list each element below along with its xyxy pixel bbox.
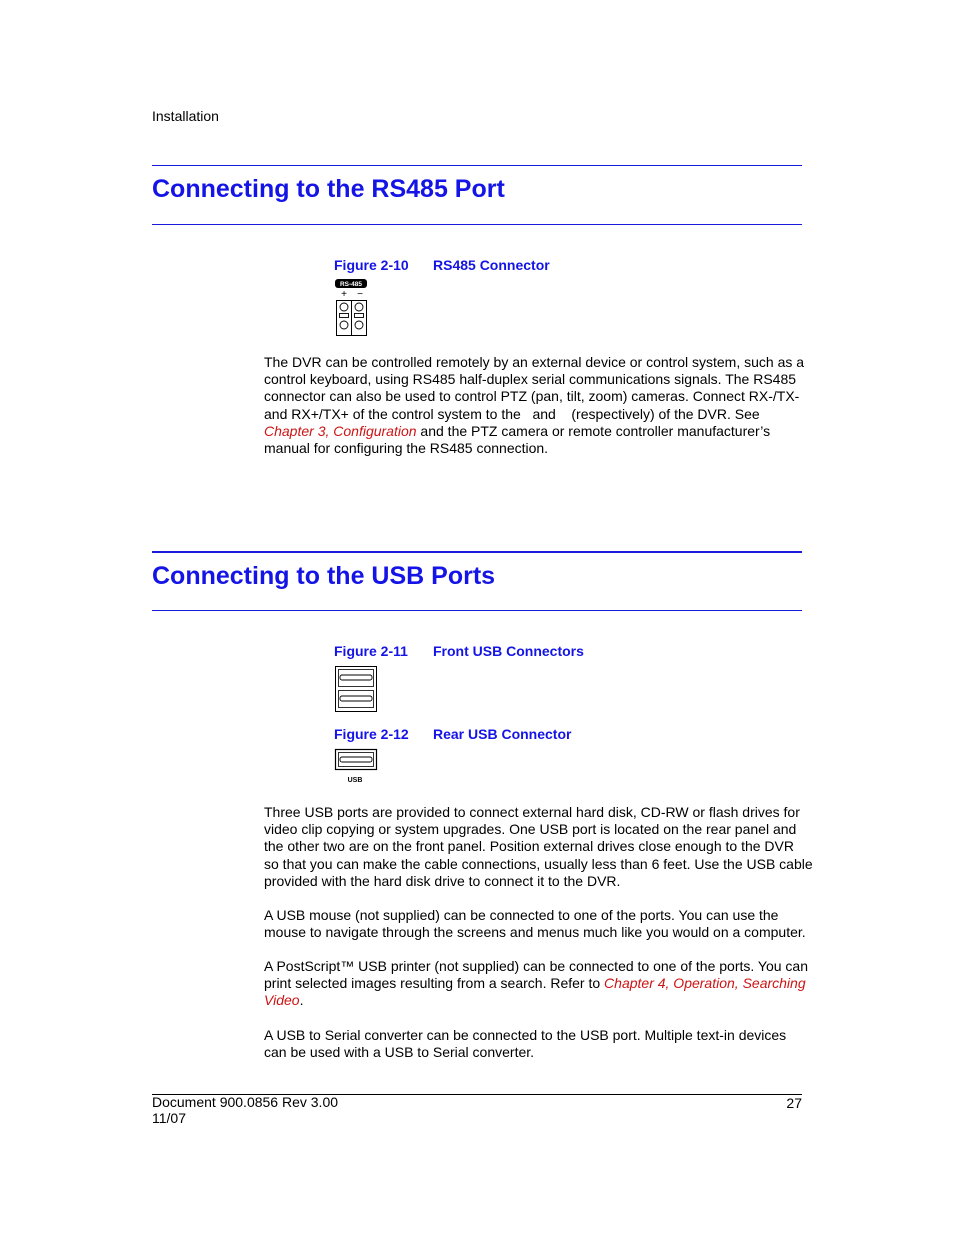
rs485-plus-label: + bbox=[341, 289, 347, 300]
figure-number: Figure 2-10 bbox=[334, 257, 409, 273]
section-title-usb: Connecting to the USB Ports bbox=[152, 562, 496, 590]
text-line: control keyboard, using RS485 half-duplex serial communications signals. The RS485 bbox=[264, 371, 797, 388]
text-line bbox=[264, 423, 804, 440]
rs485-minus-label: − bbox=[357, 289, 363, 300]
text-line: provided with the hard disk drive to connect it to the DVR. bbox=[264, 872, 621, 889]
section-bottom-rule bbox=[152, 224, 802, 225]
text-line: Three USB ports are provided to connect external hard disk, CD-RW or flash drives for bbox=[264, 804, 800, 820]
figure-number: Figure 2-12 bbox=[334, 726, 409, 742]
text-line: and RX+/TX+ of the control system to the and (respectively) of the DVR. See bbox=[264, 405, 760, 422]
text-line: the other two are on the front panel. Position external drives close enough to the DVR bbox=[264, 838, 794, 855]
figure-title: Front USB Connectors bbox=[433, 643, 584, 659]
text-line: A PostScript™ USB printer (not supplied) can be connected to one of the ports. You can bbox=[264, 958, 808, 974]
text-line: manual for configuring the RS485 connection. bbox=[264, 440, 549, 457]
section-bottom-rule bbox=[152, 610, 802, 611]
figure-caption-rear-usb bbox=[334, 726, 572, 742]
text-run: and the PTZ camera or remote controller manufacturer’s bbox=[416, 422, 771, 439]
xref-link-chapter4-cont[interactable]: Video bbox=[264, 992, 300, 1009]
figure-title: Rear USB Connector bbox=[433, 726, 572, 742]
text-line bbox=[264, 975, 804, 992]
text-run: . bbox=[299, 992, 304, 1009]
text-line: so that you can make the cable connections, usually less than 6 feet. Use the USB cable bbox=[264, 855, 813, 872]
xref-link-chapter3[interactable]: Chapter 3, Configuration bbox=[264, 422, 417, 439]
text-line: can be used with a USB to Serial converter. bbox=[264, 1044, 535, 1061]
text-line: A USB to Serial converter can be connected to the USB port. Multiple text-in devices bbox=[264, 1027, 787, 1043]
figure-caption-rs485 bbox=[334, 257, 550, 273]
rs485-badge-text: RS-485 bbox=[339, 281, 363, 289]
footer-doc-info bbox=[152, 1095, 338, 1126]
figure-number: Figure 2-11 bbox=[334, 643, 408, 659]
section-top-rule bbox=[152, 551, 802, 553]
text-run: print selected images resulting from a search. Refer to bbox=[264, 975, 605, 992]
footer-date: 11/07 bbox=[152, 1109, 186, 1126]
rs485-connector-figure bbox=[334, 278, 370, 338]
running-header: Installation bbox=[152, 108, 219, 124]
front-usb-panel bbox=[336, 667, 377, 712]
text-line: The DVR can be controlled remotely by an external device or control system, such as a bbox=[264, 354, 805, 370]
usb-paragraph-2 bbox=[264, 907, 804, 941]
front-usb-connectors-figure bbox=[334, 665, 378, 713]
page-number: 27 bbox=[786, 1095, 802, 1111]
text-line: A USB mouse (not supplied) can be connected to one of the ports. You can use the bbox=[264, 907, 779, 923]
text-line bbox=[264, 992, 804, 1009]
rear-usb-label: USB bbox=[347, 777, 363, 784]
usb-paragraph-1 bbox=[264, 804, 813, 890]
xref-link-chapter4[interactable]: Chapter 4, Operation, Searching bbox=[604, 975, 806, 992]
usb-paragraph-4 bbox=[264, 1027, 804, 1061]
usb-paragraph-3 bbox=[264, 958, 808, 1010]
figure-title: RS485 Connector bbox=[433, 257, 550, 273]
section-top-rule bbox=[152, 165, 802, 166]
rear-usb-connector-figure bbox=[334, 748, 378, 786]
text-line: connector can also be used to control PTZ (pan, tilt, zoom) cameras. Connect RX-/TX- bbox=[264, 388, 800, 405]
text-line: video clip copying or system upgrades. One USB port is located on the rear panel and bbox=[264, 821, 797, 838]
footer-document-number: Document 900.0856 Rev 3.00 bbox=[152, 1094, 339, 1110]
figure-caption-front-usb bbox=[334, 643, 584, 659]
section-title-rs485: Connecting to the RS485 Port bbox=[152, 175, 505, 203]
rs485-paragraph bbox=[264, 354, 804, 457]
text-line: mouse to navigate through the screens and menus much like you would on a computer. bbox=[264, 924, 806, 941]
